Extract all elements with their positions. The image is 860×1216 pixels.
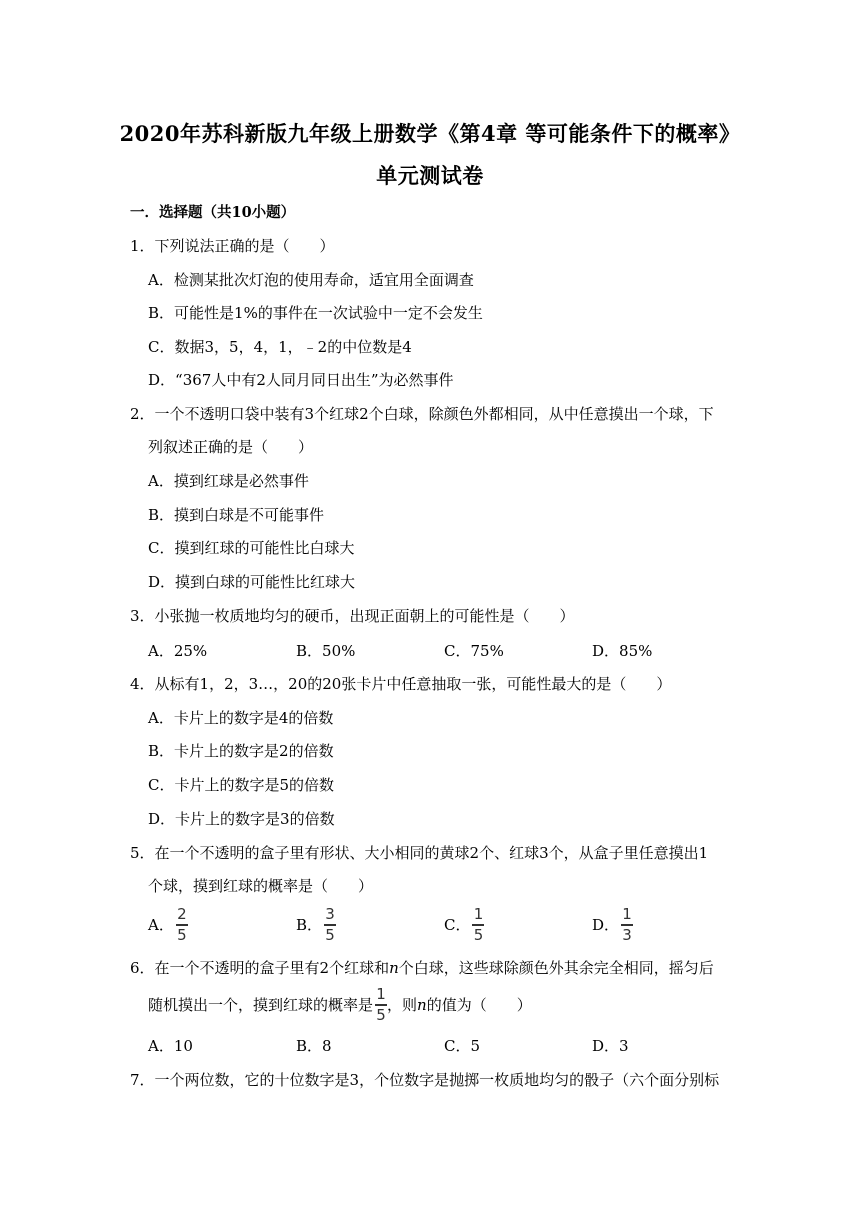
question-2-stem-line1: 2．一个不透明口袋中装有3个红球2个白球，除颜色外都相同，从中任意摸出一个球，下 <box>130 405 714 423</box>
question-6-stem-line2 <box>148 986 532 1024</box>
fraction-denominator: 5 <box>473 925 484 944</box>
variable-n: n <box>417 995 427 1014</box>
fraction-numerator: 1 <box>376 985 386 1003</box>
question-6-option-d: D．3 <box>592 1037 629 1055</box>
question-3-option-b: B．50% <box>296 642 356 660</box>
question-4-option-b: B．卡片上的数字是2的倍数 <box>148 742 334 760</box>
fraction <box>472 906 484 944</box>
question-5-stem-line2: 个球，摸到红球的概率是（ ） <box>148 877 374 895</box>
stem-text: 随机摸出一个，摸到红球的概率是 <box>148 996 374 1015</box>
question-5-option-c <box>444 906 484 944</box>
fraction-numerator: 2 <box>177 905 187 923</box>
question-1-option-d: D．“367人中有2人同月同日出生”为必然事件 <box>148 371 454 389</box>
question-7-stem-line1: 7．一个两位数，它的十位数字是3，个位数字是抛掷一枚质地均匀的骰子（六个面分别标 <box>130 1071 720 1089</box>
question-5-option-a <box>148 906 188 944</box>
fraction-denominator: 3 <box>622 925 632 944</box>
variable-n: n <box>389 958 399 977</box>
fraction-denominator: 5 <box>325 925 335 944</box>
question-2-option-a: A．摸到红球是必然事件 <box>148 472 309 490</box>
question-1-option-a: A．检测某批次灯泡的使用寿命，适宜用全面调查 <box>148 271 474 289</box>
section-heading: 一．选择题（共10小题） <box>130 204 296 221</box>
fraction-numerator: 3 <box>325 905 335 923</box>
question-2-option-c: C．摸到红球的可能性比白球大 <box>148 539 355 557</box>
fraction-numerator: 1 <box>473 905 484 923</box>
stem-text: 的值为（ ） <box>426 996 532 1015</box>
question-3-stem: 3．小张抛一枚质地均匀的硬币，出现正面朝上的可能性是（ ） <box>130 607 575 625</box>
fraction-numerator: 1 <box>622 905 632 923</box>
question-5-option-b <box>296 906 336 944</box>
stem-text: 个白球，这些球除颜色外其余完全相同，摇匀后 <box>398 959 714 977</box>
fraction-denominator: 5 <box>177 925 187 944</box>
fraction-denominator: 5 <box>376 1005 386 1024</box>
question-3-option-c: C．75% <box>444 642 504 660</box>
option-label: D． <box>592 916 620 935</box>
stem-text: 6．在一个不透明的盒子里有2个红球和 <box>130 959 390 977</box>
question-5-stem-line1: 5．在一个不透明的盒子里有形状、大小相同的黄球2个、红球3个，从盒子里任意摸出1 <box>130 844 709 862</box>
question-3-option-d: D．85% <box>592 642 653 660</box>
question-4-option-a: A．卡片上的数字是4的倍数 <box>148 709 334 727</box>
question-6-option-c: C．5 <box>444 1037 481 1055</box>
question-6-option-b: B．8 <box>296 1037 332 1055</box>
question-6-stem-line1 <box>130 957 714 978</box>
question-2-option-b: B．摸到白球是不可能事件 <box>148 506 325 524</box>
question-4-stem: 4．从标有1，2，3…，20的20张卡片中任意抽取一张，可能性最大的是（ ） <box>130 675 672 693</box>
question-5-option-d <box>592 906 633 944</box>
question-2-stem-line2: 列叙述正确的是（ ） <box>148 438 314 456</box>
question-1-stem: 1．下列说法正确的是（ ） <box>130 237 335 255</box>
option-label: A． <box>148 916 174 935</box>
question-2-option-d: D．摸到白球的可能性比红球大 <box>148 573 356 591</box>
fraction <box>176 906 188 944</box>
question-3-option-a: A．25% <box>148 642 208 660</box>
option-label: C． <box>444 916 471 935</box>
fraction <box>375 986 387 1024</box>
question-1-option-b: B．可能性是1%的事件在一次试验中一定不会发生 <box>148 304 483 322</box>
stem-text: ，则 <box>387 996 418 1015</box>
document-title: 2020年苏科新版九年级上册数学《第4章 等可能条件下的概率》 <box>119 121 741 146</box>
fraction <box>621 906 633 944</box>
question-1-option-c: C．数据3，5，4，1，﹣2的中位数是4 <box>148 338 412 356</box>
document-subtitle: 单元测试卷 <box>376 163 484 188</box>
fraction <box>324 906 336 944</box>
question-4-option-d: D．卡片上的数字是3的倍数 <box>148 810 335 828</box>
question-6-option-a: A．10 <box>148 1037 193 1055</box>
question-4-option-c: C．卡片上的数字是5的倍数 <box>148 776 335 794</box>
option-label: B． <box>296 916 323 935</box>
